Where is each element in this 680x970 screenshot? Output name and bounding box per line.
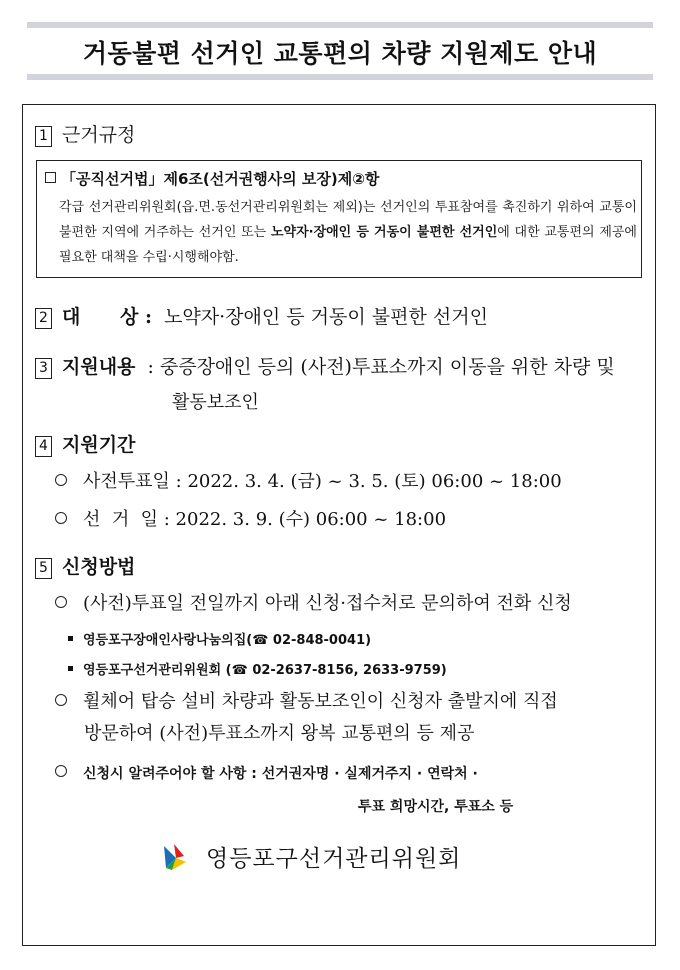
period-item <box>55 505 446 531</box>
law-title-text: 「공직선거법」제6조(선거권행사의 보장)제②항 <box>61 170 380 188</box>
section-number: 5 <box>35 558 52 579</box>
section-number: 4 <box>35 436 52 457</box>
apply-item-continued: 방문하여 (사전)투표소까지 왕복 교통편의 등 제공 <box>84 723 475 744</box>
section-title: 지원기간 <box>62 434 136 456</box>
page-title: 거동불편 선거인 교통편의 차량 지원제도 안내 <box>82 39 598 68</box>
contact-item <box>68 659 447 678</box>
law-body-text-2: 에 대한 교통편의 제공에 필요한 대책을 수립·시행해야함. <box>59 225 637 265</box>
content-line-1: 중증장애인 등의 (사전)투표소까지 이동을 위한 차량 및 <box>159 356 615 378</box>
apply-item <box>55 589 572 615</box>
section-apply-heading <box>35 552 135 579</box>
contact-text: 영등포구장애인사랑나눔의집(☎ 02-848-0041) <box>83 633 372 648</box>
square-bullet-icon <box>68 666 73 671</box>
title-band-bottom <box>27 74 653 80</box>
footer <box>160 840 461 873</box>
period-item-text: 사전투표일 : 2022. 3. 4. (금) ~ 3. 5. (토) 06:00 ~ 18:00 <box>83 471 562 492</box>
apply-item <box>55 763 478 783</box>
law-body-text-1: 각급 선거관리위원회(읍.면.동선거관리위원회는 제외)는 선거인의 투표참여를 촉진하기 위하여 교통이 불편한 지역에 거주하는 선거인 또는 <box>59 200 637 240</box>
section-title: 근거규정 <box>62 124 136 146</box>
apply-item-text: 휠체어 탑승 설비 차량과 활동보조인이 신청자 출발지에 직접 <box>83 691 558 712</box>
section-number: 3 <box>35 358 52 379</box>
section-title: 신청방법 <box>62 556 136 578</box>
contact-text: 영등포구선거관리위원회 (☎ 02-2637-8156, 2633-9759) <box>83 663 447 678</box>
law-title <box>45 168 379 189</box>
law-body-bold: 노약자·장애인 등 거동이 불편한 선거인 <box>270 225 498 240</box>
circle-bullet-icon <box>55 596 67 608</box>
circle-bullet-icon <box>55 512 67 524</box>
section-period-heading <box>35 430 135 457</box>
nec-logo-icon <box>160 842 188 872</box>
section-title: 대 상 : <box>62 306 153 328</box>
circle-bullet-icon <box>55 474 67 486</box>
section-content <box>35 352 615 379</box>
circle-bullet-icon <box>55 765 67 777</box>
law-body <box>59 195 637 270</box>
law-box <box>36 160 642 278</box>
section-number: 2 <box>35 308 52 329</box>
apply-item <box>55 687 558 713</box>
content-line-2: 활동보조인 <box>172 392 259 413</box>
section-target <box>35 302 488 329</box>
title-band-top <box>27 22 653 28</box>
period-item <box>55 467 562 493</box>
content-colon: : <box>147 356 154 378</box>
target-value: 노약자·장애인 등 거동이 불편한 선거인 <box>164 306 488 328</box>
circle-bullet-icon <box>55 694 67 706</box>
footer-org-name: 영등포구선거관리위원회 <box>206 846 462 872</box>
section-basis-heading <box>35 120 135 147</box>
checkbox-square-icon <box>45 172 56 183</box>
square-bullet-icon <box>68 636 73 641</box>
period-item-text: 선 거 일 : 2022. 3. 9. (수) 06:00 ~ 18:00 <box>83 509 447 530</box>
apply-item-text: (사전)투표일 전일까지 아래 신청·접수처로 문의하여 전화 신청 <box>83 593 572 614</box>
contact-item <box>68 629 371 648</box>
section-number: 1 <box>35 126 52 147</box>
apply-item-continued: 투표 희망시간, 투표소 등 <box>358 799 514 815</box>
section-title: 지원내용 <box>62 356 136 378</box>
apply-item-text: 신청시 알려주어야 할 사항 : 선거권자명 · 실제거주지 · 연락처 · <box>83 766 478 782</box>
